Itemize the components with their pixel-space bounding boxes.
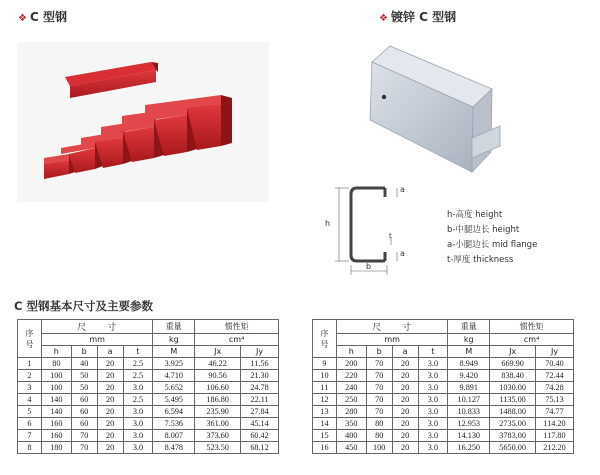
table-cell: 80 [41, 358, 71, 370]
mm-unit: mm [336, 334, 447, 346]
table-cell: 14 [313, 418, 337, 430]
table-cell: 3.0 [418, 430, 448, 442]
seq-header: 序号 [313, 320, 337, 358]
table-cell: 6.594 [153, 406, 195, 418]
table-cell: 160 [41, 418, 71, 430]
table-cell: 68.12 [241, 442, 279, 454]
table-cell: 60 [71, 418, 97, 430]
col-m: M [448, 346, 490, 358]
bullet-icon: ❖ [379, 13, 388, 24]
table-cell: 10 [313, 370, 337, 382]
table-cell: 235.90 [195, 406, 241, 418]
table-cell: 70 [366, 394, 392, 406]
table-row [313, 358, 574, 370]
table-cell: 22.11 [241, 394, 279, 406]
col-a: a [392, 346, 418, 358]
table-cell: 20 [392, 418, 418, 430]
table-cell: 2.5 [123, 370, 153, 382]
col-h: h [41, 346, 71, 358]
table-cell: 20 [97, 370, 123, 382]
table-cell: 523.50 [195, 442, 241, 454]
table-cell: 20 [97, 382, 123, 394]
table-cell: 20 [392, 406, 418, 418]
table-cell: 20 [392, 382, 418, 394]
table-cell: 9.891 [448, 382, 490, 394]
table-cell: 140 [41, 394, 71, 406]
table-cell: 74.77 [536, 406, 574, 418]
table-cell: 250 [336, 394, 366, 406]
table-cell: 140 [41, 406, 71, 418]
galvanized-c-steel-photo [360, 34, 510, 174]
inertia-header: 惯性矩 [490, 320, 574, 334]
table-cell: 8 [18, 442, 42, 454]
dim-t-label: t [389, 232, 392, 240]
table-cell: 20 [97, 430, 123, 442]
table-cell: 1 [18, 358, 42, 370]
c-steel-title: C 型钢 [29, 10, 67, 24]
table-cell: 2 [18, 370, 42, 382]
table-cell: 24.78 [241, 382, 279, 394]
table-cell: 70 [71, 430, 97, 442]
table-cell: 117.80 [536, 430, 574, 442]
col-t: t [418, 346, 448, 358]
table-cell: 12 [313, 394, 337, 406]
table-cell: 9 [313, 358, 337, 370]
table-cell: 114.20 [536, 418, 574, 430]
table-cell: 3.0 [418, 394, 448, 406]
col-t: t [123, 346, 153, 358]
table-cell: 450 [336, 442, 366, 454]
table-cell: 838.40 [490, 370, 536, 382]
table-cell: 14.130 [448, 430, 490, 442]
table-row [18, 394, 279, 406]
table-cell: 7.536 [153, 418, 195, 430]
col-b: b [366, 346, 392, 358]
table-cell: 70 [366, 382, 392, 394]
table-cell: 3.925 [153, 358, 195, 370]
table-row [313, 406, 574, 418]
table-cell: 7 [18, 430, 42, 442]
table-cell: 70 [366, 370, 392, 382]
long-channel [65, 62, 158, 98]
table-cell: 2735.00 [490, 418, 536, 430]
table-row [18, 406, 279, 418]
col-m: M [153, 346, 195, 358]
table-row [313, 394, 574, 406]
dim-a-bottom-label: a [400, 249, 405, 258]
kg-unit: kg [153, 334, 195, 346]
seq-header: 序号 [18, 320, 42, 358]
table-cell: 50 [71, 382, 97, 394]
table-cell: 3.0 [418, 358, 448, 370]
galvanized-c-steel-heading [379, 8, 456, 25]
table-cell: 15 [313, 430, 337, 442]
table-cell: 70 [71, 442, 97, 454]
table-cell: 20 [97, 442, 123, 454]
table-cell: 74.28 [536, 382, 574, 394]
table-cell: 20 [392, 394, 418, 406]
galvanized-c-steel-title: 镀锌 C 型钢 [390, 10, 457, 24]
table-cell: 8.478 [153, 442, 195, 454]
table-cell: 8.949 [448, 358, 490, 370]
weight-header: 重量 [448, 320, 490, 334]
col-b: b [71, 346, 97, 358]
table-cell: 16.250 [448, 442, 490, 454]
table-cell: 100 [41, 382, 71, 394]
table-cell: 40 [71, 358, 97, 370]
table-cell: 8.007 [153, 430, 195, 442]
table-cell: 2.5 [123, 358, 153, 370]
table-row [18, 370, 279, 382]
dims-header: 尺 寸 [41, 320, 152, 334]
table-cell: 70.40 [536, 358, 574, 370]
table-row [313, 442, 574, 454]
table-cell: 1135.00 [490, 394, 536, 406]
table-cell: 60 [71, 406, 97, 418]
table-cell: 9.420 [448, 370, 490, 382]
table-cell: 10.833 [448, 406, 490, 418]
col-jx: Jx [195, 346, 241, 358]
table-cell: 20 [392, 358, 418, 370]
table-cell: 72.44 [536, 370, 574, 382]
table-cell: 20 [392, 430, 418, 442]
spec-table-left [17, 319, 279, 454]
dim-a-top-label: a [400, 185, 405, 194]
table-cell: 13 [313, 406, 337, 418]
table-cell: 100 [41, 370, 71, 382]
table-cell: 200 [336, 358, 366, 370]
table-cell: 373.60 [195, 430, 241, 442]
table-cell: 20 [392, 370, 418, 382]
table-cell: 3.0 [418, 382, 448, 394]
table-cell: 240 [336, 382, 366, 394]
table-cell: 3.0 [418, 442, 448, 454]
kg-unit: kg [448, 334, 490, 346]
col-h: h [336, 346, 366, 358]
table-cell: 70 [366, 358, 392, 370]
table-cell: 3.0 [123, 418, 153, 430]
table-cell: 60.42 [241, 430, 279, 442]
table-row [18, 358, 279, 370]
table-row [313, 382, 574, 394]
table-cell: 11.56 [241, 358, 279, 370]
mm-unit: mm [41, 334, 152, 346]
weight-header: 重量 [153, 320, 195, 334]
table-cell: 3.0 [123, 406, 153, 418]
table-cell: 180 [41, 442, 71, 454]
col-a: a [97, 346, 123, 358]
table-row [18, 418, 279, 430]
table-cell: 4.710 [153, 370, 195, 382]
dimension-legend [447, 208, 537, 268]
table-cell: 3.0 [418, 418, 448, 430]
bolt-hole-icon [382, 95, 386, 99]
c-section-drawing [325, 183, 425, 278]
table-cell: 50 [71, 370, 97, 382]
col-jy: Jy [241, 346, 279, 358]
table-cell: 212.20 [536, 442, 574, 454]
table-cell: 20 [97, 394, 123, 406]
table-row [313, 418, 574, 430]
table-cell: 16 [313, 442, 337, 454]
table-cell: 6 [18, 418, 42, 430]
inertia-header: 惯性矩 [195, 320, 279, 334]
table-cell: 3.0 [418, 406, 448, 418]
c-steel-product-photo [17, 42, 269, 202]
table-title: C 型钢基本尺寸及主要参数 [14, 299, 153, 313]
dims-header: 尺 寸 [336, 320, 447, 334]
c-steel-heading [18, 8, 67, 25]
table-cell: 280 [336, 406, 366, 418]
cm4-unit: cm⁴ [490, 334, 574, 346]
red-c-channels-illustration [17, 42, 269, 202]
col-jy: Jy [536, 346, 574, 358]
table-cell: 80 [366, 418, 392, 430]
table-row [18, 382, 279, 394]
table-cell: 3783.00 [490, 430, 536, 442]
table-cell: 45.14 [241, 418, 279, 430]
table-cell: 27.84 [241, 406, 279, 418]
table-cell: 75.13 [536, 394, 574, 406]
cross-section-diagram [325, 183, 425, 278]
table-cell: 3 [18, 382, 42, 394]
table-cell: 12.953 [448, 418, 490, 430]
legend-item-a: a-小腿边长 mid flange [447, 240, 538, 250]
dim-b-label: b [366, 262, 372, 271]
table-cell: 186.80 [195, 394, 241, 406]
table-cell: 3.0 [123, 382, 153, 394]
table-cell: 80 [366, 430, 392, 442]
table-cell: 21.30 [241, 370, 279, 382]
table-cell: 5 [18, 406, 42, 418]
galvanized-channel-illustration [360, 34, 510, 174]
table-row [313, 430, 574, 442]
table-cell: 5.652 [153, 382, 195, 394]
table-cell: 20 [392, 442, 418, 454]
table-cell: 350 [336, 418, 366, 430]
table-cell: 669.90 [490, 358, 536, 370]
table-row [313, 370, 574, 382]
spec-table-right [312, 319, 574, 454]
table-row [18, 430, 279, 442]
table-cell: 100 [366, 442, 392, 454]
table-cell: 20 [97, 358, 123, 370]
dim-h-label: h [325, 219, 331, 228]
table-cell: 106.60 [195, 382, 241, 394]
table-cell: 361.00 [195, 418, 241, 430]
table-cell: 220 [336, 370, 366, 382]
table-cell: 10.127 [448, 394, 490, 406]
legend-item-t: t-厚度 thickness [447, 255, 514, 265]
table-cell: 20 [97, 406, 123, 418]
table-cell: 1488.00 [490, 406, 536, 418]
table-cell: 20 [97, 418, 123, 430]
table-row [18, 442, 279, 454]
table-cell: 90.56 [195, 370, 241, 382]
table-cell: 5.495 [153, 394, 195, 406]
table-cell: 4 [18, 394, 42, 406]
table-cell: 11 [313, 382, 337, 394]
table-cell: 1030.00 [490, 382, 536, 394]
legend-item-b: b-中腿边长 height [447, 225, 520, 235]
table-cell: 3.0 [418, 370, 448, 382]
table-cell: 160 [41, 430, 71, 442]
table-cell: 5650.00 [490, 442, 536, 454]
bullet-icon: ❖ [18, 13, 27, 24]
cm4-unit: cm⁴ [195, 334, 279, 346]
table-cell: 60 [71, 394, 97, 406]
table-cell: 400 [336, 430, 366, 442]
table-cell: 70 [366, 406, 392, 418]
table-cell: 3.0 [123, 442, 153, 454]
legend-item-h: h-高度 height [447, 210, 503, 220]
col-jx: Jx [490, 346, 536, 358]
table-cell: 46.22 [195, 358, 241, 370]
table-cell: 2.5 [123, 394, 153, 406]
table-cell: 3.0 [123, 430, 153, 442]
